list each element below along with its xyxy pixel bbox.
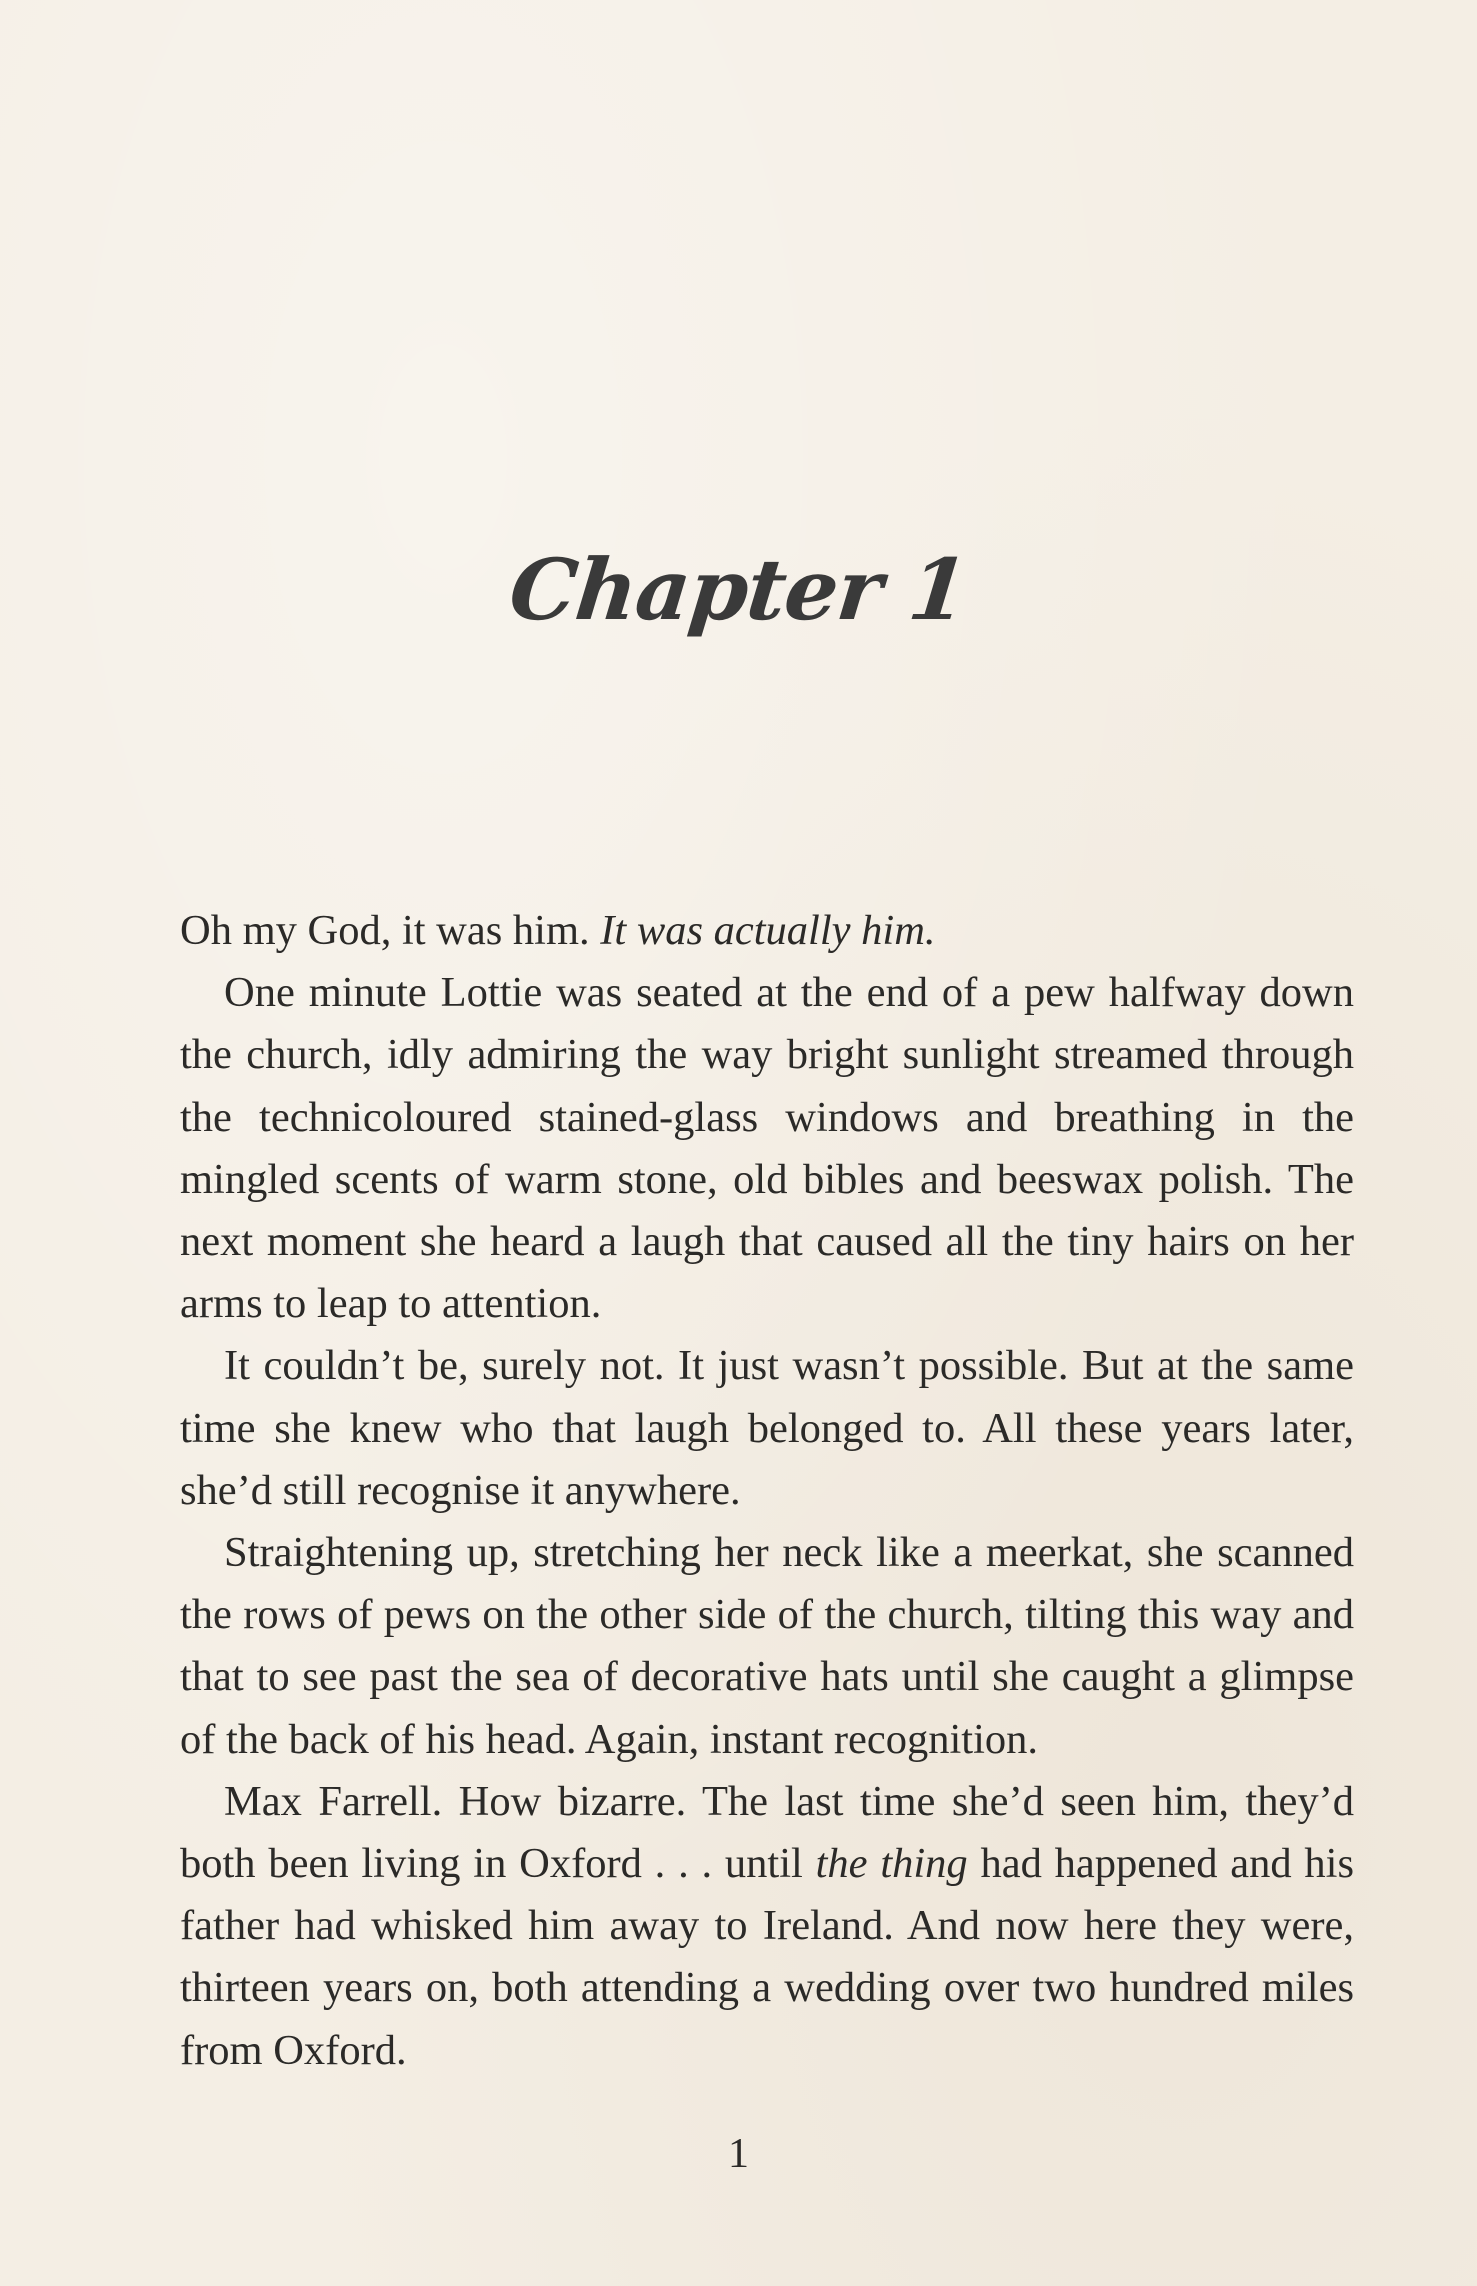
- paragraph: [180, 1771, 1354, 2082]
- chapter-body-text: [180, 900, 1354, 2082]
- paragraph: [180, 962, 1354, 1335]
- text-run: Oh my God, it was him.: [180, 907, 601, 954]
- chapter-heading: Chapter 1: [505, 540, 972, 639]
- text-run: One minute Lottie was seated at the end of a pew halfway down the church, idly admiring the way bright sunlight streamed through the technicoloured stained-glass windows and breathing in the mingled scents of warm stone, old bibles and beeswax polish. The next moment she heard a laugh that caused all the tiny hairs on her arms to leap to attention.: [180, 969, 1354, 1328]
- paragraph: [180, 1335, 1354, 1522]
- page-number: 1: [728, 2131, 749, 2177]
- text-run: had happened and his father had whisked him away to Ireland. And now here they were, thirteen years on, both attending a wedding over two hundred miles from Oxford.: [180, 1840, 1354, 2074]
- italic-text-run: It was actually him.: [600, 907, 936, 954]
- text-run: Max Farrell. How bizarre. The last time she’d seen him, they’d both been living in Oxford . . . until: [180, 1777, 1354, 1888]
- paragraph: [180, 900, 1354, 962]
- text-run: It couldn’t be, surely not. It just wasn’t possible. But at the same time she knew who that laugh belonged to. All these years later, she’d still recognise it anywhere.: [180, 1342, 1354, 1514]
- italic-text-run: the thing: [815, 1840, 968, 1888]
- text-run: Straightening up, stretching her neck like a meerkat, she scanned the rows of pews on the other side of the church, tilting this way and that to see past the sea of decorative hats until she caught a glimpse of the back of his head. Again, instant recognition.: [180, 1529, 1354, 1763]
- paragraph: [180, 1522, 1354, 1771]
